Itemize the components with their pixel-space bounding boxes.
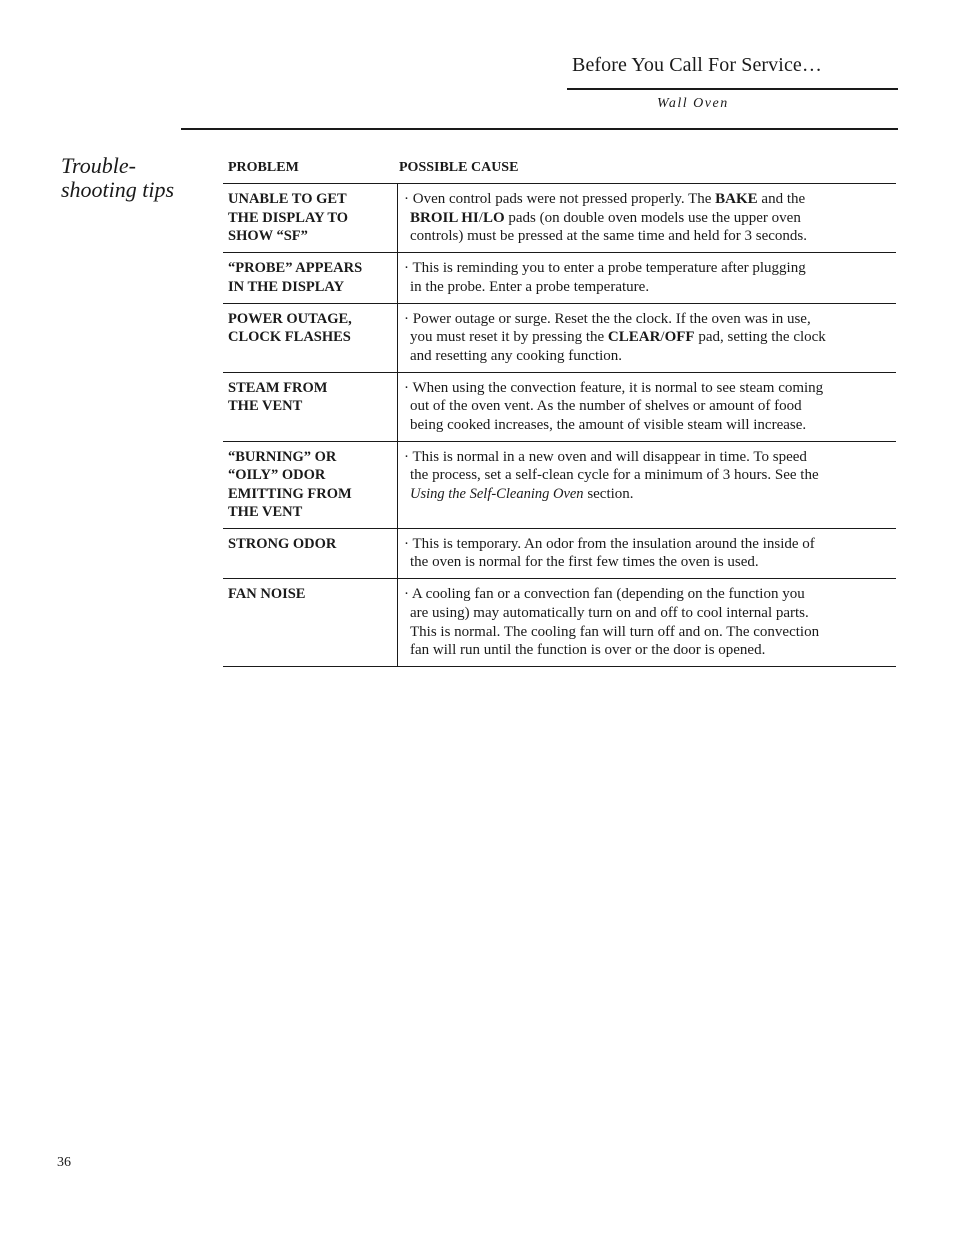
cause-text: · This is temporary. An odor from the insulation around the inside of bbox=[404, 535, 815, 552]
cause-cell bbox=[398, 579, 896, 666]
problem-text: THE DISPLAY TO bbox=[228, 209, 349, 226]
clear-pad-label: CLEAR bbox=[607, 329, 661, 346]
broil-hi-pad-label: BROIL HI bbox=[410, 209, 479, 226]
cause-fragment: section. bbox=[583, 486, 634, 503]
column-header-cause: POSSIBLE CAUSE bbox=[399, 160, 519, 175]
table-row bbox=[223, 529, 896, 579]
section-title-line: shooting tips bbox=[61, 177, 175, 202]
page-header-title: Before You Call For Service… bbox=[572, 54, 822, 76]
table-row bbox=[223, 579, 896, 667]
problem-cell bbox=[223, 304, 398, 372]
cause-fragment: / bbox=[478, 209, 483, 226]
problem-text: UNABLE TO GET bbox=[228, 191, 347, 207]
cause-fragment: / bbox=[660, 329, 665, 346]
off-pad-label: OFF bbox=[664, 329, 695, 346]
cause-text: · Power outage or surge. Reset the the clock. If the oven was in use, bbox=[404, 310, 811, 327]
table-row bbox=[223, 253, 896, 303]
cause-text: fan will run until the function is over or the door is opened. bbox=[410, 642, 766, 659]
problem-cell bbox=[223, 373, 398, 441]
cause-cell bbox=[398, 304, 896, 372]
cause-text: are using) may automatically turn on and off to cool internal parts. bbox=[410, 604, 809, 621]
table-row bbox=[223, 442, 896, 529]
cause-text: This is normal. The cooling fan will turn off and on. The convection bbox=[410, 623, 820, 640]
problem-text: IN THE DISPLAY bbox=[228, 278, 345, 295]
cause-cell bbox=[398, 184, 896, 252]
cause-fragment: and the bbox=[757, 191, 806, 207]
cause-cell bbox=[398, 529, 896, 578]
cause-fragment: pad, setting the clock bbox=[694, 329, 826, 346]
problem-text: STEAM FROM bbox=[228, 379, 328, 396]
cause-cell bbox=[398, 373, 896, 441]
section-title-line: Trouble- bbox=[61, 153, 136, 178]
bake-pad-label: BAKE bbox=[715, 191, 758, 207]
problem-cell bbox=[223, 184, 398, 252]
section-reference: Using the Self-Cleaning Oven bbox=[410, 486, 584, 503]
problem-text: EMITTING FROM bbox=[228, 485, 352, 502]
cause-cell bbox=[398, 442, 896, 528]
cause-text bbox=[404, 209, 890, 228]
problem-cell bbox=[223, 253, 398, 302]
problem-text: FAN NOISE bbox=[228, 586, 306, 603]
cause-text: being cooked increases, the amount of visible steam will increase. bbox=[410, 417, 807, 434]
cause-text: · This is reminding you to enter a probe temperature after plugging bbox=[404, 260, 806, 277]
cause-text: · A cooling fan or a convection fan (depending on the function you bbox=[404, 586, 805, 603]
header-divider-long bbox=[181, 128, 898, 130]
table-row bbox=[223, 373, 896, 442]
broil-lo-pad-label: LO bbox=[482, 209, 505, 226]
table-row bbox=[223, 184, 896, 253]
cause-text: and resetting any cooking function. bbox=[410, 347, 623, 364]
page-header-subtitle: Wall Oven bbox=[657, 96, 729, 111]
cause-fragment: you must reset it by pressing the bbox=[410, 329, 608, 346]
problem-text: STRONG ODOR bbox=[228, 535, 337, 552]
problem-text: “BURNING” OR bbox=[228, 448, 337, 465]
page-number: 36 bbox=[57, 1155, 71, 1170]
cause-text bbox=[404, 485, 890, 504]
problem-text: THE VENT bbox=[228, 398, 303, 415]
problem-text: “PROBE” APPEARS bbox=[228, 260, 363, 277]
table-header-row bbox=[223, 158, 896, 184]
cause-text: in the probe. Enter a probe temperature. bbox=[410, 278, 650, 295]
section-title bbox=[61, 154, 201, 202]
troubleshooting-table bbox=[223, 158, 896, 667]
column-header-problem: PROBLEM bbox=[228, 160, 299, 175]
problem-text: SHOW “SF” bbox=[228, 228, 308, 244]
problem-cell bbox=[223, 579, 398, 666]
cause-text: controls) must be pressed at the same time and held for 3 seconds. bbox=[410, 228, 807, 245]
problem-cell bbox=[223, 442, 398, 528]
cause-text: the oven is normal for the first few times the oven is used. bbox=[410, 554, 759, 571]
cause-fragment: pads (on double oven models use the upper oven bbox=[504, 209, 801, 226]
cause-text bbox=[404, 190, 890, 209]
problem-text: POWER OUTAGE, bbox=[228, 310, 352, 327]
problem-text: “OILY” ODOR bbox=[228, 467, 326, 484]
cause-text bbox=[404, 328, 890, 347]
cause-cell bbox=[398, 253, 896, 302]
cause-text: · This is normal in a new oven and will disappear in time. To speed bbox=[404, 448, 807, 465]
cause-text: out of the oven vent. As the number of shelves or amount of food bbox=[410, 398, 802, 415]
cause-fragment: · Oven control pads were not pressed properly. The bbox=[404, 191, 716, 207]
problem-text: CLOCK FLASHES bbox=[228, 329, 351, 346]
cause-text: the process, set a self-clean cycle for a minimum of 3 hours. See the bbox=[410, 467, 819, 484]
table-row bbox=[223, 304, 896, 373]
problem-cell bbox=[223, 529, 398, 578]
cause-text: · When using the convection feature, it is normal to see steam coming bbox=[404, 379, 824, 396]
header-divider-short bbox=[567, 88, 898, 90]
problem-text: THE VENT bbox=[228, 504, 303, 521]
